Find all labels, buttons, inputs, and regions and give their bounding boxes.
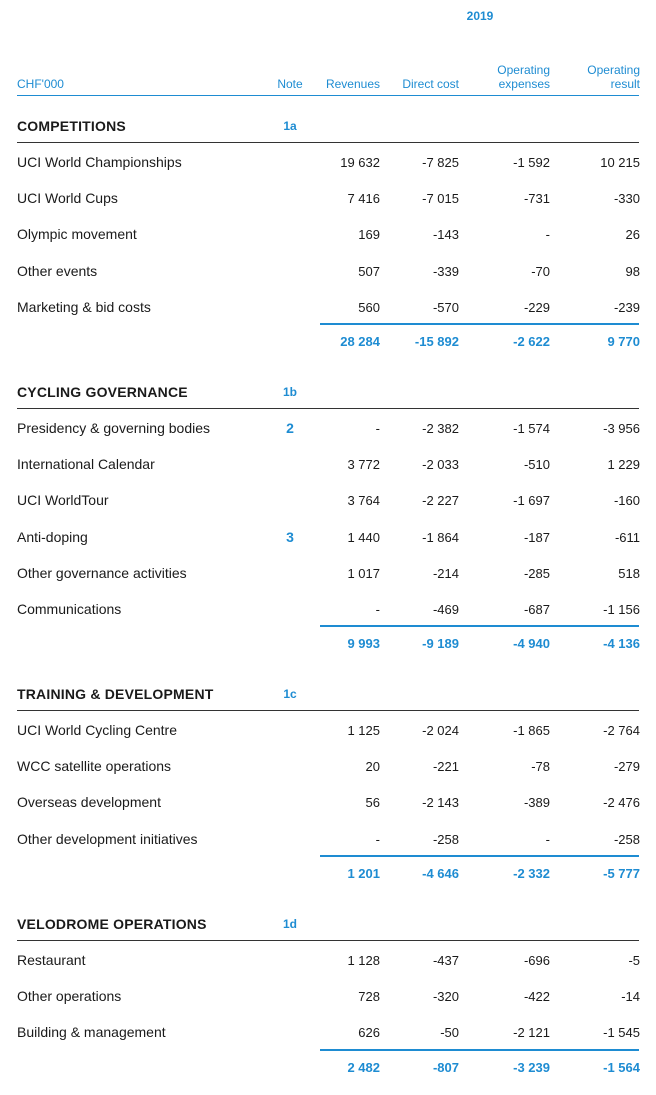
cell-direct: -2 024 [422, 723, 459, 738]
cell-rev: 507 [358, 263, 380, 279]
cell-opex: -1 592 [513, 155, 550, 170]
total-divider [320, 855, 639, 857]
total-divider [320, 625, 639, 627]
year-label: 2019 [466, 9, 494, 23]
cell-rev: 728 [358, 989, 380, 1005]
section-3 [0, 916, 656, 932]
cell-result: -2 476 [603, 795, 640, 811]
cell-direct: -7 015 [422, 191, 459, 207]
cell-rev: 626 [358, 1025, 380, 1041]
table-header [0, 60, 656, 94]
row-label: Other events [17, 262, 98, 279]
row-label: Other development initiatives [17, 830, 198, 847]
total-divider [320, 323, 639, 325]
section-divider [17, 408, 639, 409]
section-divider [17, 142, 639, 143]
section-note: 1d [282, 917, 297, 931]
total-opex: -2 332 [513, 865, 550, 881]
row-label: Presidency & governing bodies [17, 420, 211, 436]
cell-direct: -50 [440, 1025, 459, 1041]
cell-opex: -1 697 [513, 493, 550, 509]
table-row [0, 794, 656, 830]
cell-direct: -221 [432, 759, 459, 775]
cell-opex: -78 [531, 759, 550, 775]
cell-rev: 3 772 [347, 457, 380, 473]
currency-header: CHF'000 [17, 77, 64, 91]
cell-opex: -229 [523, 299, 550, 315]
total-row [0, 333, 656, 369]
section-note: 1c [283, 687, 297, 701]
cell-result: -1 545 [603, 1025, 640, 1041]
cell-opex: -696 [523, 953, 550, 968]
cell-rev: 1 017 [347, 565, 380, 581]
cell-rev: 169 [358, 227, 380, 243]
cell-result: -611 [614, 529, 640, 545]
section-note: 1a [283, 119, 297, 133]
cell-direct: -320 [432, 989, 459, 1005]
cell-direct: -2 033 [422, 457, 459, 473]
total-opex: -4 940 [513, 636, 550, 652]
total-divider [320, 1049, 639, 1051]
table-row [0, 492, 656, 528]
cell-rev: - [375, 602, 380, 617]
cell-direct: -2 382 [422, 421, 459, 436]
row-label: International Calendar [17, 456, 155, 473]
row-label: Other governance activities [17, 564, 187, 581]
table-row [0, 299, 656, 335]
cell-direct: -339 [432, 263, 459, 279]
row-label: Restaurant [17, 952, 86, 968]
total-direct: -15 892 [414, 334, 459, 349]
row-label: Anti-doping [17, 528, 88, 545]
section-2 [0, 686, 656, 702]
total-row [0, 1059, 656, 1095]
cell-result: -1 156 [603, 602, 640, 617]
total-direct: -807 [432, 1059, 459, 1075]
cell-rev: 1 125 [347, 723, 380, 738]
cell-result: 98 [625, 263, 640, 279]
row-label: Marketing & bid costs [17, 298, 151, 315]
section-1 [0, 384, 656, 400]
total-result: -5 777 [603, 865, 640, 881]
section-title: COMPETITIONS [17, 118, 126, 134]
cell-opex: -510 [523, 457, 550, 473]
row-label: UCI World Cycling Centre [17, 722, 178, 738]
table-row [0, 190, 656, 226]
cell-opex: -70 [531, 263, 550, 279]
total-rev: 1 201 [347, 865, 380, 881]
row-label: UCI World Championships [17, 154, 182, 170]
total-opex: -2 622 [513, 334, 550, 349]
row-label: Other operations [17, 988, 122, 1005]
table-row [0, 565, 656, 601]
row-label: Overseas development [17, 794, 161, 811]
cell-result: -2 764 [603, 723, 640, 738]
cell-opex: -285 [523, 565, 550, 581]
operating-expenses-header: Operating expenses [497, 63, 550, 91]
header-divider [17, 95, 639, 96]
section-0 [0, 118, 656, 134]
cell-opex: -1 574 [513, 421, 550, 436]
section-note: 1b [282, 385, 297, 399]
row-note: 3 [286, 528, 294, 545]
cell-opex: -1 865 [513, 723, 550, 738]
total-rev: 9 993 [347, 636, 380, 652]
table-row [0, 263, 656, 299]
table-row [0, 758, 656, 794]
cell-result: -5 [628, 953, 640, 968]
table-row [0, 831, 656, 867]
row-label: Communications [17, 601, 122, 617]
cell-result: -3 956 [603, 421, 640, 436]
cell-direct: -143 [432, 227, 459, 243]
cell-rev: 7 416 [347, 191, 380, 207]
total-direct: -9 189 [422, 636, 459, 652]
cell-direct: -258 [432, 831, 459, 847]
cell-result: -239 [613, 299, 640, 315]
section-title: TRAINING & DEVELOPMENT [17, 686, 214, 702]
total-direct: -4 646 [422, 865, 459, 881]
cell-result: 10 215 [600, 155, 640, 170]
table-row [0, 988, 656, 1024]
cell-opex: -2 121 [513, 1025, 550, 1041]
cell-opex: - [545, 227, 550, 243]
cell-direct: -214 [432, 565, 459, 581]
cell-rev: 20 [365, 759, 380, 775]
cell-rev: 1 440 [347, 529, 380, 545]
total-result: 9 770 [607, 334, 640, 349]
total-result: -1 564 [603, 1059, 640, 1075]
cell-direct: -7 825 [422, 155, 459, 170]
total-rev: 2 482 [347, 1059, 380, 1075]
cell-rev: 1 128 [347, 953, 380, 968]
cell-direct: -469 [432, 602, 459, 617]
table-row [0, 952, 656, 988]
operating-result-header: Operating result [587, 63, 640, 91]
cell-result: -258 [613, 831, 640, 847]
cell-result: -160 [613, 493, 640, 509]
note-header: Note [277, 77, 303, 91]
direct-cost-header: Direct cost [402, 77, 459, 91]
cell-rev: - [375, 831, 380, 847]
cell-opex: -187 [523, 529, 550, 545]
total-opex: -3 239 [513, 1059, 550, 1075]
table-row [0, 1024, 656, 1060]
total-result: -4 136 [603, 636, 640, 652]
row-label: UCI World Cups [17, 190, 118, 207]
cell-result: -14 [621, 989, 640, 1005]
table-row [0, 529, 656, 565]
cell-result: 1 229 [607, 457, 640, 473]
cell-opex: -731 [523, 191, 550, 207]
cell-result: -279 [613, 759, 640, 775]
cell-direct: -1 864 [422, 529, 459, 545]
row-label: Building & management [17, 1024, 166, 1041]
table-row [0, 601, 656, 637]
total-row [0, 865, 656, 901]
cell-opex: -389 [523, 795, 550, 811]
cell-rev: 3 764 [347, 493, 380, 509]
total-row [0, 635, 656, 671]
table-row [0, 722, 656, 758]
table-row [0, 456, 656, 492]
cell-opex: - [545, 831, 550, 847]
cell-direct: -2 227 [422, 493, 459, 509]
cell-direct: -570 [432, 299, 459, 315]
table-row [0, 226, 656, 262]
total-rev: 28 284 [340, 334, 380, 349]
section-divider [17, 710, 639, 711]
cell-result: 26 [625, 227, 640, 243]
revenues-header: Revenues [325, 77, 380, 91]
cell-opex: -422 [523, 989, 550, 1005]
cell-opex: -687 [523, 602, 550, 617]
table-row [0, 420, 656, 456]
row-label: UCI WorldTour [17, 492, 109, 509]
row-note: 2 [286, 420, 294, 436]
row-label: WCC satellite operations [17, 758, 172, 775]
cell-rev: - [375, 421, 380, 436]
cell-direct: -437 [432, 953, 459, 968]
cell-rev: 56 [365, 795, 380, 811]
cell-result: 518 [618, 565, 640, 581]
cell-rev: 19 632 [340, 155, 380, 170]
cell-result: -330 [613, 191, 640, 207]
cell-rev: 560 [358, 299, 380, 315]
section-divider [17, 940, 639, 941]
section-title: VELODROME OPERATIONS [17, 916, 207, 932]
cell-direct: -2 143 [422, 795, 459, 811]
row-label: Olympic movement [17, 226, 137, 243]
section-title: CYCLING GOVERNANCE [17, 384, 188, 400]
table-row [0, 154, 656, 190]
